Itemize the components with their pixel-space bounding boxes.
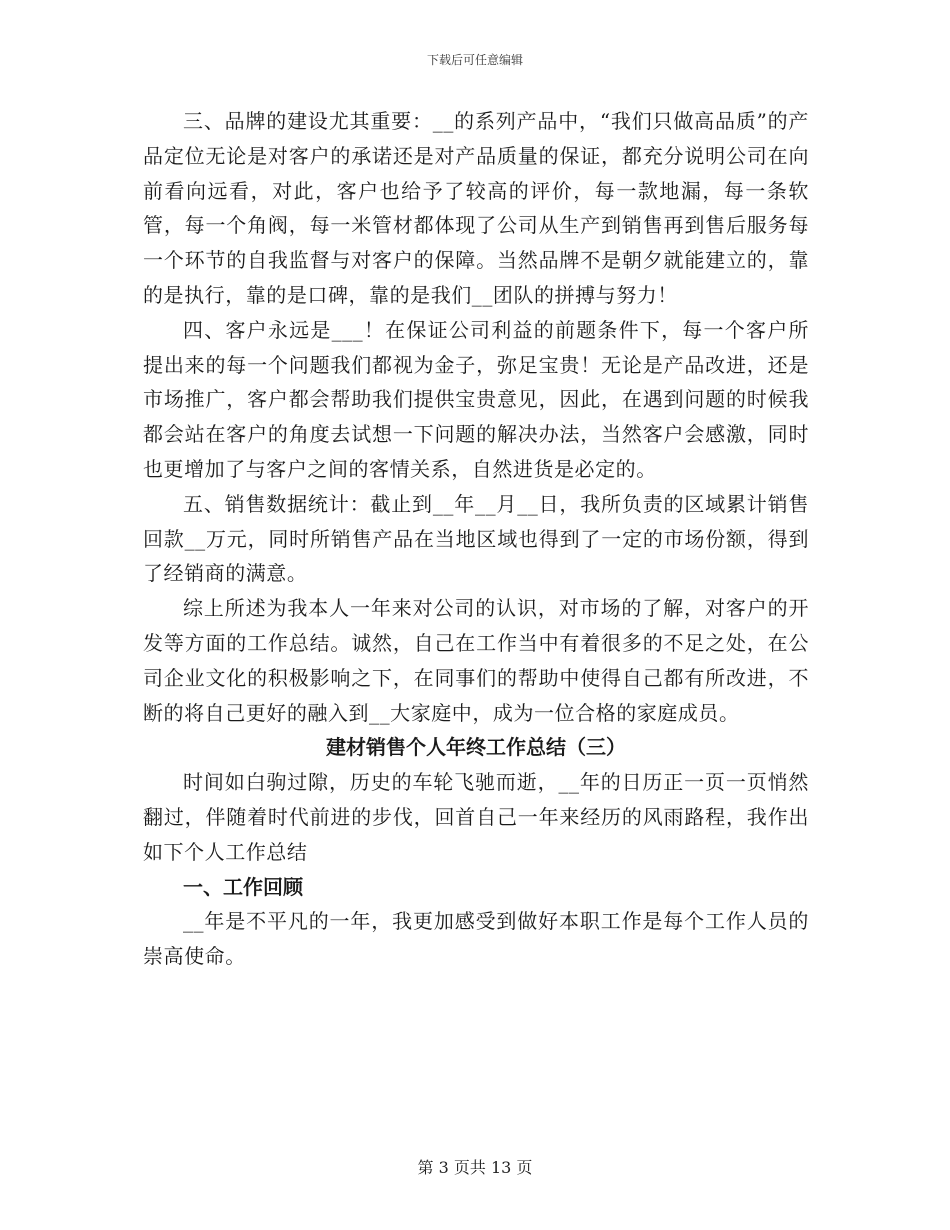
- page-footer: 第 3 页共 13 页: [417, 1158, 533, 1177]
- subheading-work-review: 一、工作回顾: [183, 874, 303, 899]
- paragraph-customer: 四、客户永远是___！在保证公司利益的前题条件下，每一个客户所提出来的每一个问题我们都视为金子，弥足宝贵！无论是产品改进，还是市场推广，客户都会帮助我们提供宝贵意见，因此，在遇到问题的时候我都会站在客户的角度去试想一下问题的解决办法，当然客户会感激，同时也更增加了与客户之间的客情关系，自然进货是必定的。: [143, 317, 809, 481]
- paragraph-sales-data: 五、销售数据统计：截止到__年__月__日，我所负责的区域累计销售回款__万元，同时所销售产品在当地区域也得到了一定的市场份额，得到了经销商的满意。: [143, 491, 809, 586]
- page-header: 下载后可任意编辑: [426, 53, 523, 67]
- paragraph-summary: 综上所述为我本人一年来对公司的认识，对市场的了解，对客户的开发等方面的工作总结。诚然，自己在工作当中有着很多的不足之处，在公司企业文化的积极影响之下，在同事们的帮助中使得自己都有所改进，不断的将自己更好的融入到__大家庭中，成为一位合格的家庭成员。: [143, 596, 809, 725]
- paragraph-year: __年是不平凡的一年，我更加感受到做好本职工作是每个工作人员的崇高使命。: [143, 909, 809, 969]
- section-title: 建材销售个人年终工作总结（三）: [326, 735, 626, 760]
- document-body: [143, 104, 809, 974]
- paragraph-brand: 三、品牌的建设尤其重要：__的系列产品中，“我们只做高品质”的产品定位无论是对客户的承诺还是对产品质量的保证，都充分说明公司在向前看向远看，对此，客户也给予了较高的评价，每一款地漏，每一条软管，每一个角阀，每一米管材都体现了公司从生产到销售再到售后服务每一个环节的自我监督与对客户的保障。当然品牌不是朝夕就能建立的，靠的是执行，靠的是口碑，靠的是我们__团队的拼搏与努力！: [143, 109, 809, 307]
- paragraph-intro: 时间如白驹过隙，历史的车轮飞驰而逝，__年的日历正一页一页悄然翻过，伴随着时代前进的步伐，回首自己一年来经历的风雨路程，我作出如下个人工作总结: [143, 770, 809, 864]
